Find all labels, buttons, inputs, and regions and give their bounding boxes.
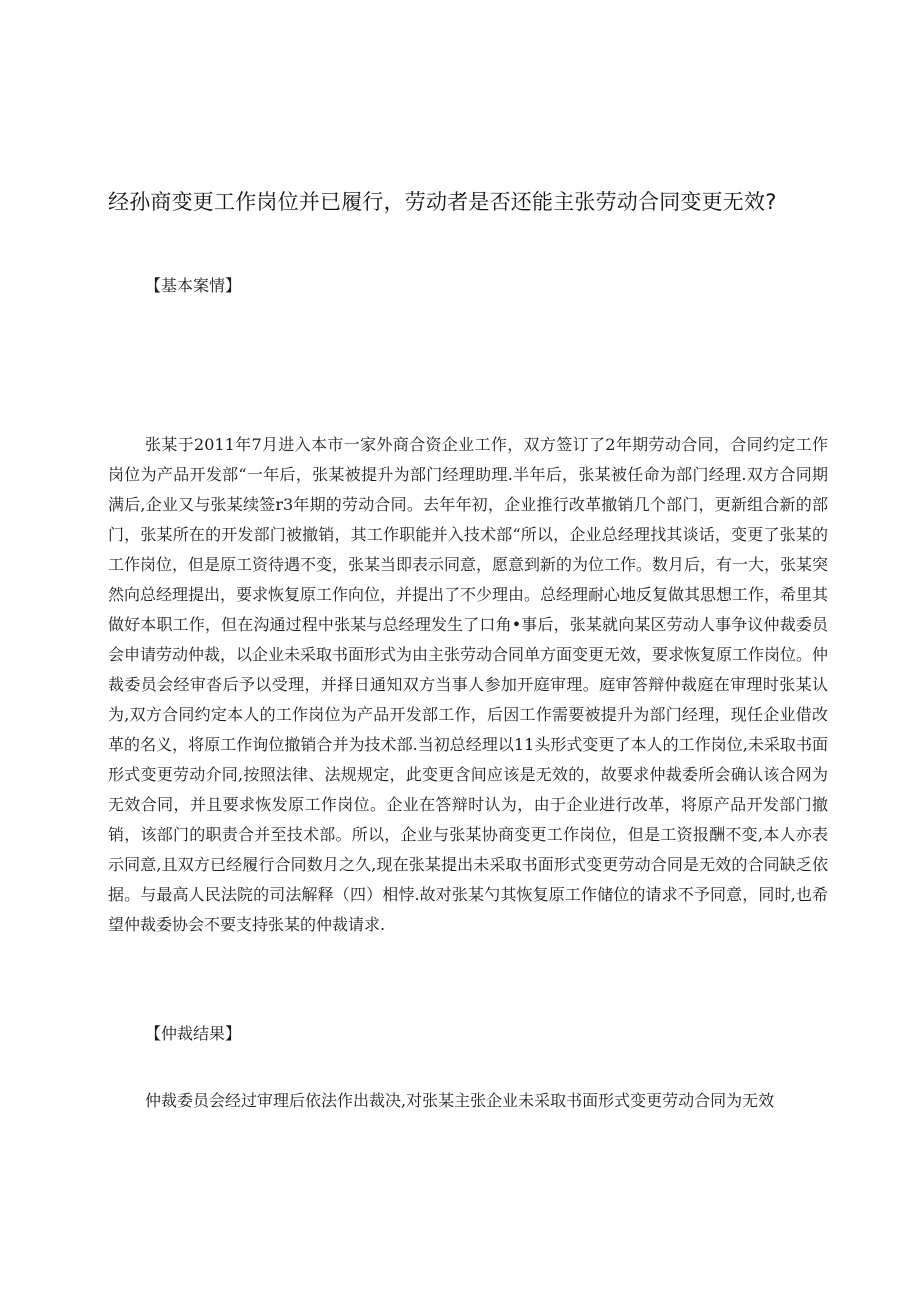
section-heading-arbitration-result: 【仲裁结果】	[145, 1024, 242, 1043]
paragraph-basic-facts: 张某于2011年7月进入本市一家外商合资企业工作，双方签订了2年期劳动合同，合同约定工作岗位为产品开发部“一年后，张某被提升为部门经理助理.半年后，张某被任命为部门经理.双方合同期满后,企业又与张某续签r3年期的劳动合同。去年年初，企业推行改革撤销几个部门，更新组合新的部门，张某所在的开发部门被撤销，其工作职能并入技术部“所以，企业总经理找其谈话，变更了张某的工作岗位，但是原工资待遇不变，张某当即表示同意，愿意到新的为位工作。数月后，有一大，张某突然向总经理提出，要求恢复原工作向位，并提出了不少理由。总经理耐心地反复做其思想工作，希里其做好本职工作，但在沟通过程中张某与总经理发生了口角•事后，张某就向某区劳动人事争议仲裁委员会申请劳动仲裁，以企业未采取书面形式为由主张劳动合同单方面变更无效，要求恢复原工作岗位。仲裁委员会经审沓后予以受理，并择日通知双方当事人参加开庭审理。庭审答辩仲裁庭在审理时张某认为,双方合同约定本人的工作岗位为产品开发部工作，后因工作需要被提升为部门经理，现任企业借改革的名义，将原工作询位撤销合并为技术部.当初总经理以11头形式变更了本人的工作岗位,未采取书面形式变更劳动介同,按照法律、法规规定，此变更含间应该是无效的，故要求仲裁委所会确认该合网为无效合同，并且要求恢发原工作岗位。企业在答辩时认为，由于企业进行改革，将原产品开发部门撤销，该部门的职责合并至技术部。所以，企业与张某协商变更工作岗位，但是工资报酬不变,本人亦表示同意,且双方已经履行合同数月之久,现在张某提出未采取书面形式变更劳动合同是无效的合同缺乏依据。与最高人民法院的司法解释（四）相悖.故对张某勺其恢复原工作储位的请求不予同意，同时,也希望仲裁委协会不要支持张某的仲裁请求.	[108, 435, 829, 934]
section-heading-basic-facts: 【基本案情】	[145, 276, 242, 295]
document-title: 经孙商变更工作岗位并已履行，劳动者是否还能主张劳动合同变更无效?	[108, 190, 777, 214]
paragraph-arbitration-result: 仲裁委员会经过审理后依法作出裁决,对张某主张企业未采取书面形式变更劳动合同为无效	[145, 1091, 775, 1110]
